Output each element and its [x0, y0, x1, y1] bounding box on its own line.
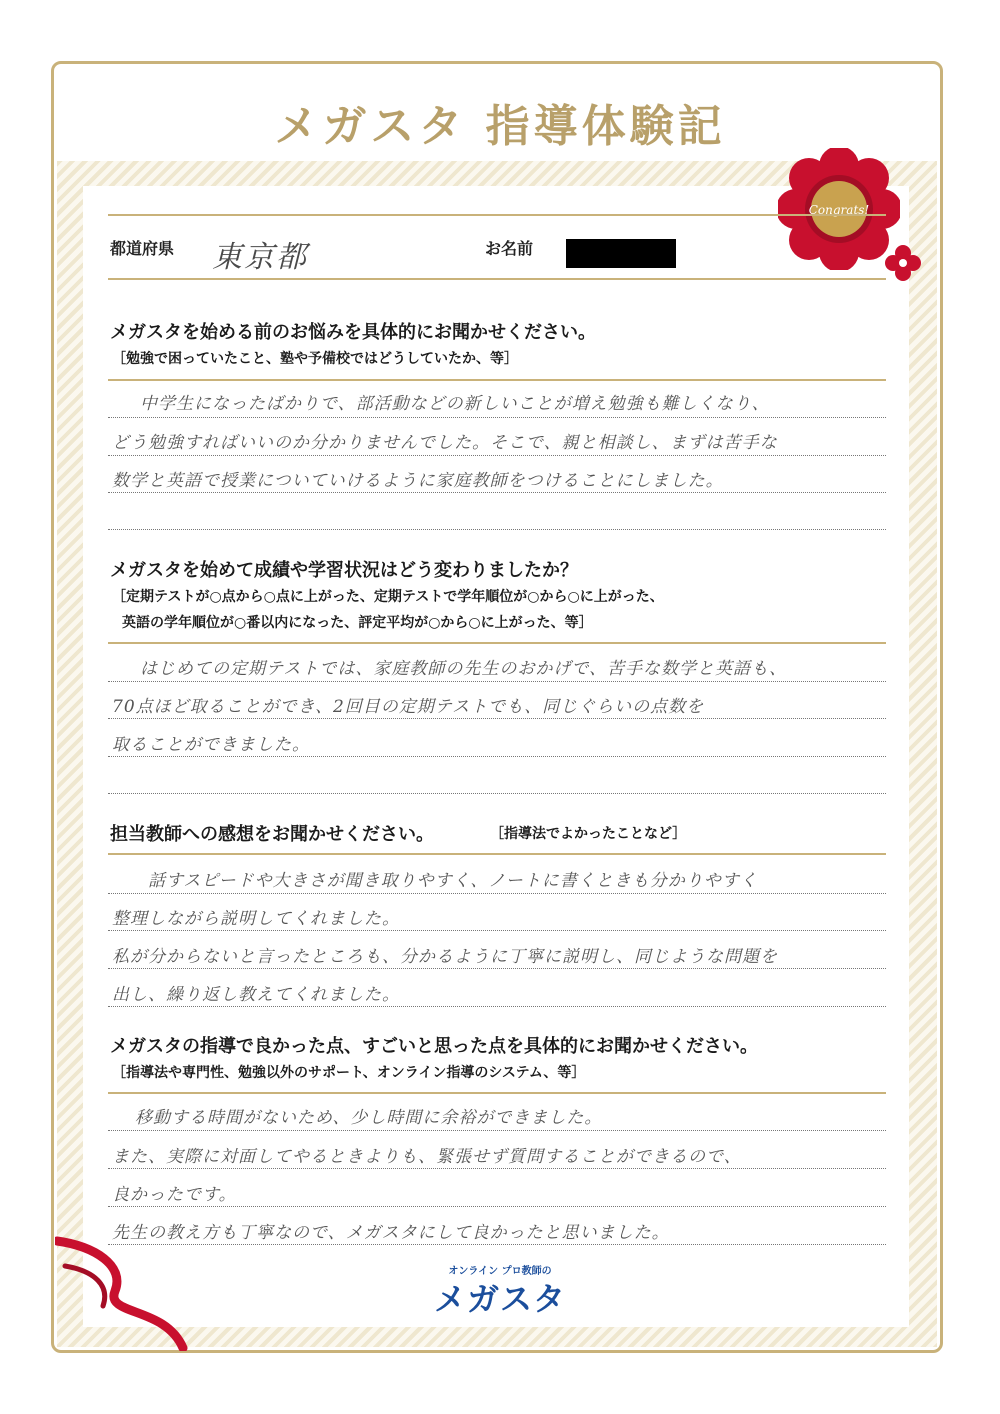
page-title: メガスタ 指導体験記 — [274, 101, 726, 152]
answer-4-rule — [108, 1130, 886, 1131]
answer-2-rule — [108, 756, 886, 757]
answer-3-line-4: 出し、繰り返し教えてくれました。 — [112, 985, 400, 1005]
answer-3-top-rule — [108, 853, 886, 855]
small-flower-icon — [884, 244, 922, 282]
answer-4-line-2: また、実際に対面してやるときよりも、緊張せず質問することができるので、 — [112, 1147, 742, 1167]
question-1-hint: ［勉強で困っていたこと、塾や予備校ではどうしていたか、等］ — [112, 351, 518, 367]
answer-1-rule — [108, 455, 886, 456]
header-divider — [108, 214, 886, 216]
answer-3-rule — [108, 968, 886, 969]
question-4-title: メガスタの指導で良かった点、すごいと思った点を具体的にお聞かせください。 — [110, 1036, 758, 1057]
profile-divider — [108, 278, 886, 280]
prefecture-value: 東京都 — [212, 240, 308, 275]
answer-4-top-rule — [108, 1092, 886, 1094]
answer-1-rule — [108, 529, 886, 530]
answer-1-line-1: 中学生になったばかりで、部活動などの新しいことが増え勉強も難しくなり、 — [140, 394, 770, 414]
answer-2-rule — [108, 718, 886, 719]
megasta-logo: メガスタ — [433, 1280, 566, 1318]
question-1-title: メガスタを始める前のお悩みを具体的にお聞かせください。 — [110, 322, 596, 343]
answer-1-rule — [108, 417, 886, 418]
answer-4-rule — [108, 1206, 886, 1207]
answer-2-line-2: 70点ほど取ることができ、2回目の定期テストでも、同じぐらいの点数を — [112, 697, 705, 717]
answer-2-rule — [108, 793, 886, 794]
prefecture-label: 都道府県 — [110, 239, 175, 258]
question-2-title: メガスタを始めて成績や学習状況はどう変わりましたか？ — [110, 560, 578, 581]
answer-4-rule — [108, 1168, 886, 1169]
answer-2-rule — [108, 681, 886, 682]
redacted-name — [566, 239, 676, 268]
answer-1-rule — [108, 492, 886, 493]
answer-4-line-4: 先生の教え方も丁寧なので、メガスタにして良かったと思いました。 — [112, 1223, 670, 1243]
answer-3-line-3: 私が分からないと言ったところも、分かるように丁寧に説明し、同じような問題を — [112, 947, 778, 967]
answer-2-line-3: 取ることができました。 — [112, 735, 310, 755]
answer-3-rule — [108, 1006, 886, 1007]
answer-3-rule — [108, 893, 886, 894]
question-3-title: 担当教師への感想をお聞かせください。 — [110, 824, 434, 845]
answer-4-line-3: 良かったです。 — [112, 1185, 237, 1205]
answer-2-top-rule — [108, 642, 886, 644]
answer-1-top-rule — [108, 379, 886, 381]
congrats-rosette-icon — [778, 148, 900, 270]
answer-3-line-2: 整理しながら説明してくれました。 — [112, 909, 400, 929]
question-3-hint: ［指導法でよかったことなど］ — [490, 826, 687, 842]
answer-4-line-1: 移動する時間がないため、少し時間に余裕ができました。 — [135, 1108, 603, 1128]
answer-2-line-1: はじめての定期テストでは、家庭教師の先生のおかげで、苦手な数学と英語も、 — [140, 659, 787, 679]
answer-4-rule — [108, 1244, 886, 1245]
answer-1-line-2: どう勉強すればいいのか分かりませんでした。そこで、親と相談し、まずは苦手な — [112, 433, 778, 453]
answer-1-line-3: 数学と英語で授業についていけるように家庭教師をつけることにしました。 — [112, 471, 724, 491]
footer-tagline: オンライン プロ教師の — [448, 1266, 552, 1277]
congrats-badge-text: Congrats! — [808, 203, 870, 217]
question-2-hint-1: ［定期テストが○点から○点に上がった、定期テストで学年順位が○から○に上がった、 — [112, 589, 664, 605]
answer-3-rule — [108, 930, 886, 931]
answer-3-line-1: 話すスピードや大きさが聞き取りやすく、ノートに書くときも分かりやすく — [148, 871, 758, 891]
question-2-hint-2: 英語の学年順位が○番以内になった、評定平均が○から○に上がった、等］ — [122, 615, 593, 631]
question-4-hint: ［指導法や専門性、勉強以外のサポート、オンライン指導のシステム、等］ — [112, 1065, 586, 1081]
name-label: お名前 — [485, 239, 534, 258]
